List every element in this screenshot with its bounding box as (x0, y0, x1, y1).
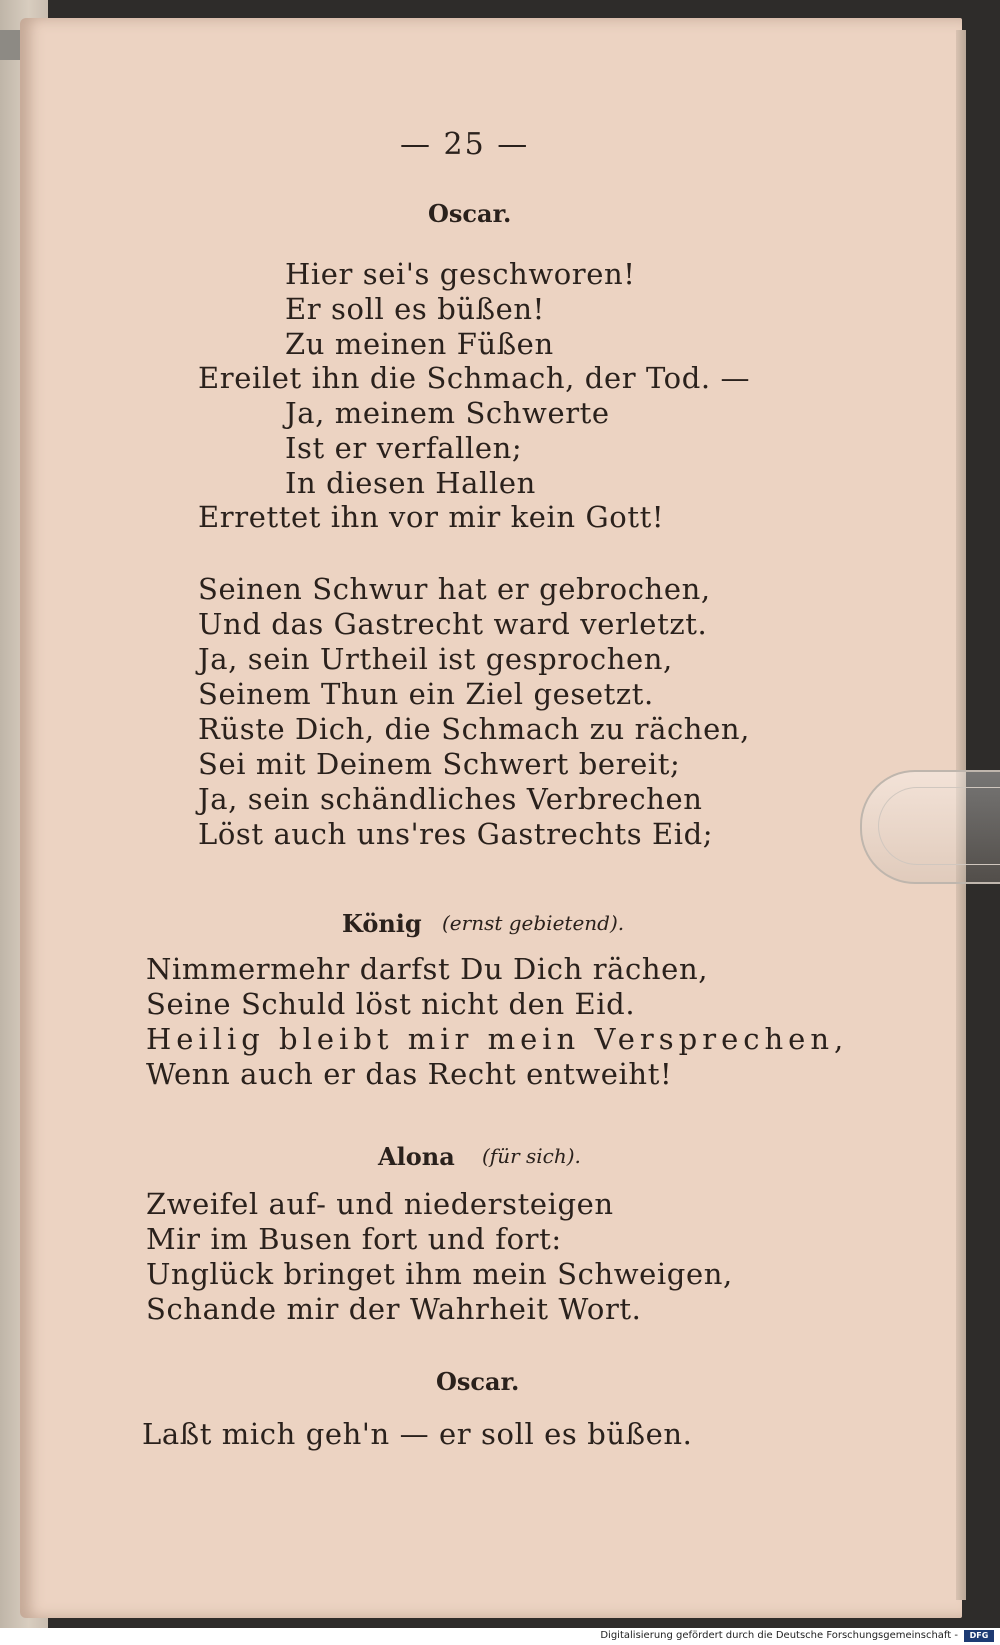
verse-line: Nimmermehr darfst Du Dich rächen, (146, 952, 709, 986)
verse-line: Ereilet ihn die Schmach, der Tod. — (198, 361, 751, 395)
verse-line: Löst auch uns'res Gastrechts Eid; (198, 817, 714, 851)
verse-line: Seinen Schwur hat er gebrochen, (198, 572, 711, 606)
verse-line: Seine Schuld löst nicht den Eid. (146, 987, 636, 1021)
verse-line: Laßt mich geh'n — er soll es büßen. (142, 1417, 693, 1451)
verse-line: Errettet ihn vor mir kein Gott! (198, 500, 665, 534)
stage-direction: (für sich). (482, 1144, 581, 1168)
dfg-credit: Digitalisierung gefördert durch die Deutsche Forschungsgemeinschaft - (600, 1630, 958, 1641)
verse-line: Hier sei's geschworen! (285, 257, 636, 291)
page-clip-inner (878, 787, 1000, 865)
verse-line: Ja, meinem Schwerte (285, 396, 610, 430)
verse-line: Ja, sein Urtheil ist gesprochen, (198, 642, 673, 676)
verse-line: Heilig bleibt mir mein Versprechen, (146, 1022, 849, 1056)
verse-line: Und das Gastrecht ward verletzt. (198, 607, 708, 641)
speaker-oscar-2: Oscar. (436, 1367, 520, 1396)
verse-line: In diesen Hallen (285, 466, 536, 500)
speaker-alona: Alona (378, 1142, 455, 1171)
dfg-logo: DFG (964, 1630, 994, 1642)
speaker-oscar-1: Oscar. (428, 199, 512, 228)
verse-line: Schande mir der Wahrheit Wort. (146, 1292, 642, 1326)
page-number: — 25 — (400, 127, 530, 162)
stage-direction: (ernst gebietend). (442, 911, 625, 935)
speaker-koenig: König (342, 909, 422, 938)
verse-line: Rüste Dich, die Schmach zu rächen, (198, 712, 750, 746)
verse-line: Unglück bringet ihm mein Schweigen, (146, 1257, 733, 1291)
verse-line: Mir im Busen fort und fort: (146, 1222, 562, 1256)
verse-line: Er soll es büßen! (285, 292, 545, 326)
verse-line: Ja, sein schändliches Verbrechen (198, 782, 703, 816)
verse-line: Zu meinen Füßen (285, 327, 554, 361)
verse-line: Zweifel auf- und niedersteigen (146, 1187, 614, 1221)
verse-line: Seinem Thun ein Ziel gesetzt. (198, 677, 654, 711)
verse-line: Sei mit Deinem Schwert bereit; (198, 747, 681, 781)
verse-line: Wenn auch er das Recht entweiht! (146, 1057, 673, 1091)
verse-line: Ist er verfallen; (285, 431, 523, 465)
